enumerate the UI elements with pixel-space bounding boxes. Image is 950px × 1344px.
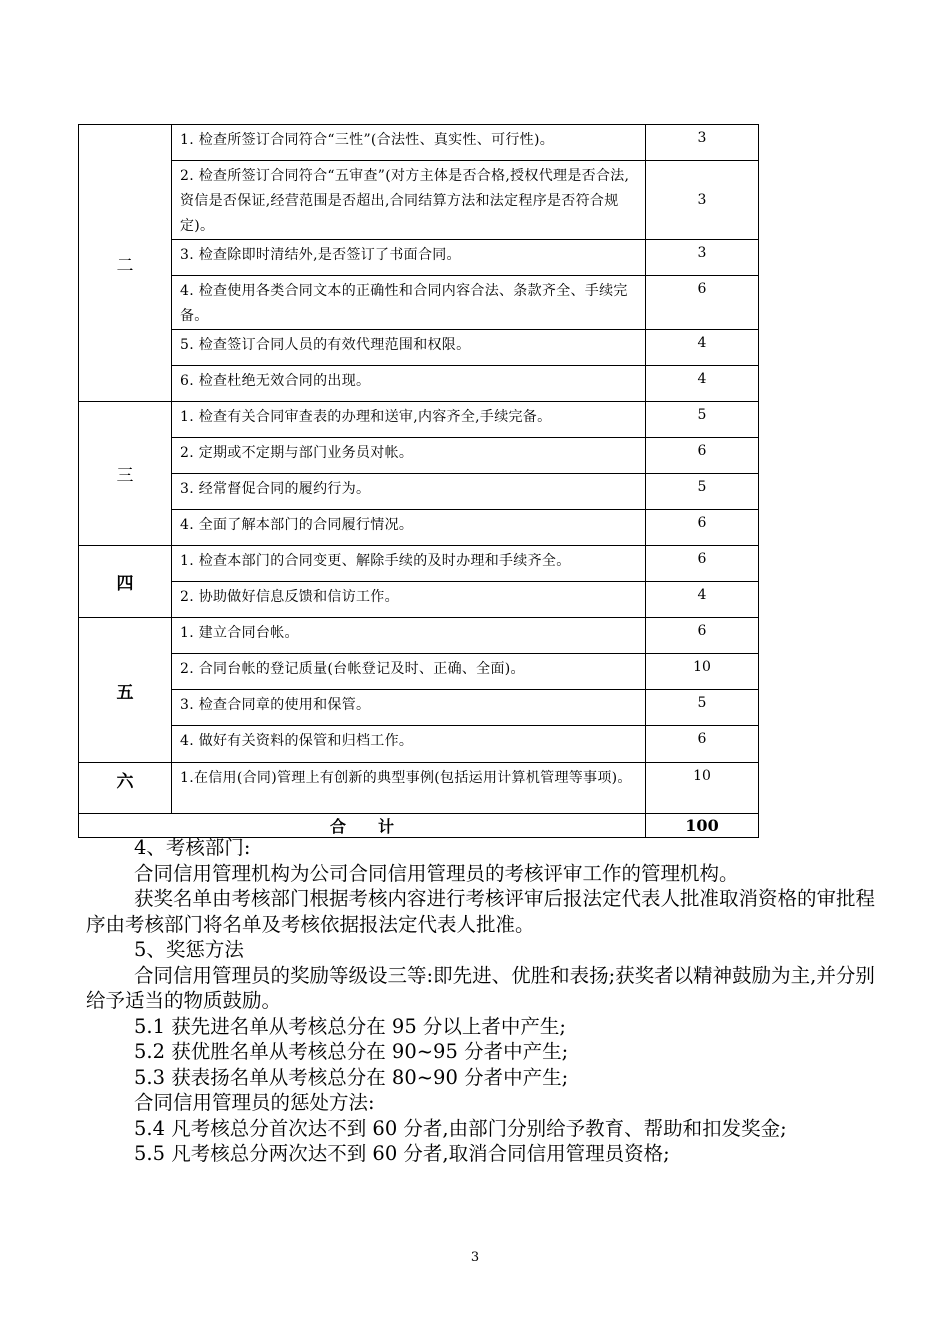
item-text: 2. 检查所签订合同符合“五审查”(对方主体是否合格,授权代理是否合法,资信是否保证,经营范围是否超出,合同结算方法和法定程序是否符合规定)。 bbox=[172, 161, 646, 240]
page-number: 3 bbox=[470, 1250, 480, 1265]
item-score: 10 bbox=[646, 654, 759, 690]
item-text: 1. 建立合同台帐。 bbox=[172, 618, 646, 654]
item-score: 6 bbox=[646, 618, 759, 654]
table-row bbox=[79, 654, 759, 690]
item-text: 1. 检查所签订合同符合“三性”(合法性、真实性、可行性)。 bbox=[172, 125, 646, 161]
section-heading: 5、奖惩方法 bbox=[134, 938, 244, 961]
item-text: 1.在信用(合同)管理上有创新的典型事例(包括运用计算机管理等事项)。 bbox=[172, 763, 646, 814]
paragraph: 5.3 获表扬名单从考核总分在 80~90 分者中产生; bbox=[134, 1065, 569, 1089]
table-row bbox=[79, 402, 759, 438]
table-row bbox=[79, 582, 759, 618]
section-label: 二 bbox=[79, 125, 172, 402]
item-score: 5 bbox=[646, 690, 759, 726]
item-text: 4. 做好有关资料的保管和归档工作。 bbox=[172, 726, 646, 763]
item-score: 6 bbox=[646, 726, 759, 763]
paragraph: 5.2 获优胜名单从考核总分在 90~95 分者中产生; bbox=[134, 1040, 569, 1063]
total-label: 合 计 bbox=[79, 814, 646, 838]
section-heading: 4、考核部门: bbox=[134, 836, 251, 859]
table-row bbox=[79, 474, 759, 510]
item-score: 6 bbox=[646, 546, 759, 582]
paragraph: 合同信用管理员的惩处方法: bbox=[134, 1091, 375, 1114]
table-row bbox=[79, 546, 759, 582]
item-score: 3 bbox=[646, 161, 759, 240]
table-row bbox=[79, 330, 759, 366]
total-score: 100 bbox=[646, 814, 759, 838]
paragraph: 合同信用管理机构为公司合同信用管理员的考核评审工作的管理机构。 bbox=[134, 861, 739, 885]
item-score: 3 bbox=[646, 125, 759, 161]
table-row-total bbox=[79, 814, 759, 838]
table-row bbox=[79, 276, 759, 330]
table-row bbox=[79, 438, 759, 474]
item-text: 5. 检查签订合同人员的有效代理范围和权限。 bbox=[172, 330, 646, 366]
item-text: 2. 定期或不定期与部门业务员对帐。 bbox=[172, 438, 646, 474]
item-text: 2. 协助做好信息反馈和信访工作。 bbox=[172, 582, 646, 618]
item-score: 3 bbox=[646, 240, 759, 276]
item-text: 4. 检查使用各类合同文本的正确性和合同内容合法、条款齐全、手续完备。 bbox=[172, 276, 646, 330]
table-row bbox=[79, 366, 759, 402]
table-row bbox=[79, 161, 759, 240]
item-text: 1. 检查有关合同审查表的办理和送审,内容齐全,手续完备。 bbox=[172, 402, 646, 438]
item-score: 6 bbox=[646, 276, 759, 330]
item-text: 3. 检查合同章的使用和保管。 bbox=[172, 690, 646, 726]
item-text: 6. 检查杜绝无效合同的出现。 bbox=[172, 366, 646, 402]
table-row bbox=[79, 240, 759, 276]
body-text bbox=[86, 835, 876, 1167]
assessment-table bbox=[78, 124, 759, 838]
table-row bbox=[79, 690, 759, 726]
paragraph: 5.5 凡考核总分两次达不到 60 分者,取消合同信用管理员资格; bbox=[134, 1142, 670, 1165]
section-label: 五 bbox=[79, 618, 172, 763]
item-score: 6 bbox=[646, 438, 759, 474]
item-score: 5 bbox=[646, 474, 759, 510]
paragraph: 获奖名单由考核部门根据考核内容进行考核评审后报法定代表人批准取消资格的审批程序由考核部门将名单及考核依据报法定代表人批准。 bbox=[86, 887, 876, 936]
paragraph: 合同信用管理员的奖励等级设三等:即先进、优胜和表扬;获奖者以精神鼓励为主,并分别给予适当的物质鼓励。 bbox=[86, 963, 875, 1012]
paragraph: 5.1 获先进名单从考核总分在 95 分以上者中产生; bbox=[134, 1014, 566, 1038]
table-row bbox=[79, 125, 759, 161]
section-label: 六 bbox=[79, 763, 172, 814]
paragraph: 5.4 凡考核总分首次达不到 60 分者,由部门分别给予教育、帮助和扣发奖金; bbox=[134, 1116, 787, 1140]
item-text: 1. 检查本部门的合同变更、解除手续的及时办理和手续齐全。 bbox=[172, 546, 646, 582]
table-row bbox=[79, 618, 759, 654]
item-text: 2. 合同台帐的登记质量(台帐登记及时、正确、全面)。 bbox=[172, 654, 646, 690]
item-score: 6 bbox=[646, 510, 759, 546]
item-score: 5 bbox=[646, 402, 759, 438]
item-text: 3. 检查除即时清结外,是否签订了书面合同。 bbox=[172, 240, 646, 276]
item-score: 4 bbox=[646, 366, 759, 402]
table-row bbox=[79, 726, 759, 763]
item-score: 4 bbox=[646, 582, 759, 618]
section-label: 三 bbox=[79, 402, 172, 546]
item-score: 4 bbox=[646, 330, 759, 366]
item-text: 3. 经常督促合同的履约行为。 bbox=[172, 474, 646, 510]
table-row bbox=[79, 510, 759, 546]
item-text: 4. 全面了解本部门的合同履行情况。 bbox=[172, 510, 646, 546]
section-label: 四 bbox=[79, 546, 172, 618]
table-row bbox=[79, 763, 759, 814]
item-score: 10 bbox=[646, 763, 759, 814]
